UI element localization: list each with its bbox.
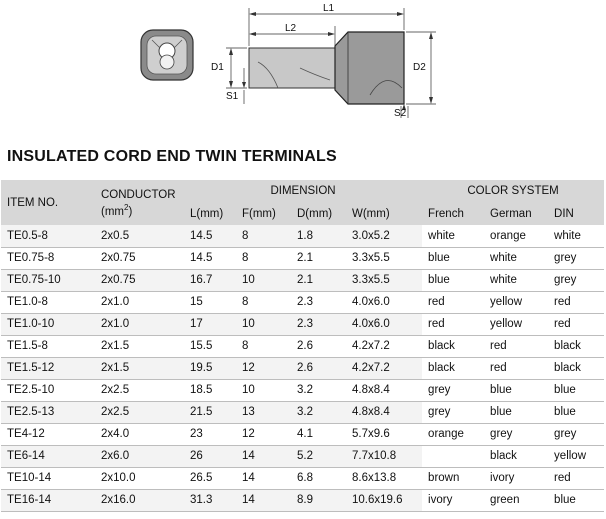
cell-french: grey <box>422 379 484 401</box>
cell-german: green <box>484 489 548 511</box>
cell-french: blue <box>422 269 484 291</box>
cell-french: black <box>422 335 484 357</box>
cell-l: 31.3 <box>184 489 236 511</box>
cell-l: 26 <box>184 445 236 467</box>
cell-d: 2.1 <box>291 269 346 291</box>
cell-item: TE0.75-10 <box>1 269 95 291</box>
table-row <box>1 357 604 379</box>
label-s1: S1 <box>226 91 239 102</box>
cell-german: blue <box>484 379 548 401</box>
cell-item: TE2.5-13 <box>1 401 95 423</box>
cell-french <box>422 445 484 467</box>
cell-german: red <box>484 357 548 379</box>
cell-d: 5.2 <box>291 445 346 467</box>
cell-conductor: 2x2.5 <box>95 379 184 401</box>
cell-l: 26.5 <box>184 467 236 489</box>
cell-f: 13 <box>236 401 291 423</box>
cell-din: grey <box>548 247 604 269</box>
cell-item: TE1.5-8 <box>1 335 95 357</box>
cell-d: 2.3 <box>291 291 346 313</box>
table-row <box>1 313 604 335</box>
cell-conductor: 2x1.5 <box>95 335 184 357</box>
cell-item: TE10-14 <box>1 467 95 489</box>
cell-french: white <box>422 225 484 247</box>
cell-l: 16.7 <box>184 269 236 291</box>
cell-f: 12 <box>236 423 291 445</box>
cell-din: yellow <box>548 445 604 467</box>
cell-w: 7.7x10.8 <box>346 445 422 467</box>
cell-f: 14 <box>236 489 291 511</box>
cell-german: white <box>484 269 548 291</box>
cell-german: ivory <box>484 467 548 489</box>
cell-l: 15 <box>184 291 236 313</box>
cell-conductor: 2x1.0 <box>95 313 184 335</box>
table-row <box>1 247 604 269</box>
cell-l: 15.5 <box>184 335 236 357</box>
cell-w: 4.8x8.4 <box>346 401 422 423</box>
label-d2: D2 <box>413 62 426 73</box>
cell-l: 14.5 <box>184 247 236 269</box>
cell-french: orange <box>422 423 484 445</box>
table-row <box>1 445 604 467</box>
cell-d: 3.2 <box>291 401 346 423</box>
cell-conductor: 2x16.0 <box>95 489 184 511</box>
cell-french: black <box>422 357 484 379</box>
cell-item: TE1.0-8 <box>1 291 95 313</box>
cell-d: 2.1 <box>291 247 346 269</box>
cell-item: TE4-12 <box>1 423 95 445</box>
cell-l: 17 <box>184 313 236 335</box>
cell-french: grey <box>422 401 484 423</box>
cell-d: 6.8 <box>291 467 346 489</box>
cell-l: 18.5 <box>184 379 236 401</box>
header-din: DIN <box>548 202 604 225</box>
cell-l: 23 <box>184 423 236 445</box>
cell-german: black <box>484 445 548 467</box>
cell-conductor: 2x4.0 <box>95 423 184 445</box>
header-conductor: CONDUCTOR <box>95 180 184 202</box>
label-d1: D1 <box>211 62 224 73</box>
cell-din: black <box>548 335 604 357</box>
cell-w: 3.0x5.2 <box>346 225 422 247</box>
header-d: D(mm) <box>291 202 346 225</box>
cell-l: 14.5 <box>184 225 236 247</box>
cell-item: TE1.0-10 <box>1 313 95 335</box>
cell-french: ivory <box>422 489 484 511</box>
label-l1: L1 <box>323 3 335 14</box>
cell-f: 14 <box>236 445 291 467</box>
cell-w: 8.6x13.8 <box>346 467 422 489</box>
cell-item: TE1.5-12 <box>1 357 95 379</box>
table-row <box>1 225 604 247</box>
cell-french: brown <box>422 467 484 489</box>
header-w: W(mm) <box>346 202 422 225</box>
cell-french: red <box>422 291 484 313</box>
cell-d: 3.2 <box>291 379 346 401</box>
page-title: INSULATED CORD END TWIN TERMINALS <box>7 148 337 165</box>
cell-w: 10.6x19.6 <box>346 489 422 511</box>
cell-item: TE2.5-10 <box>1 379 95 401</box>
cell-f: 12 <box>236 357 291 379</box>
header-german: German <box>484 202 548 225</box>
cell-d: 4.1 <box>291 423 346 445</box>
cell-d: 2.3 <box>291 313 346 335</box>
cell-w: 4.8x8.4 <box>346 379 422 401</box>
header-item-no: ITEM NO. <box>1 180 95 225</box>
cell-german: yellow <box>484 313 548 335</box>
cell-item: TE0.5-8 <box>1 225 95 247</box>
cell-f: 8 <box>236 225 291 247</box>
cell-conductor: 2x6.0 <box>95 445 184 467</box>
header-french: French <box>422 202 484 225</box>
cell-din: grey <box>548 269 604 291</box>
cell-f: 10 <box>236 269 291 291</box>
cell-d: 2.6 <box>291 357 346 379</box>
table-row <box>1 423 604 445</box>
cell-w: 4.2x7.2 <box>346 357 422 379</box>
cell-conductor: 2x1.5 <box>95 357 184 379</box>
cell-german: grey <box>484 423 548 445</box>
spec-table <box>1 180 604 512</box>
cell-din: white <box>548 225 604 247</box>
cell-din: red <box>548 313 604 335</box>
table-row <box>1 467 604 489</box>
cell-din: red <box>548 291 604 313</box>
cell-conductor: 2x10.0 <box>95 467 184 489</box>
cell-f: 8 <box>236 291 291 313</box>
terminal-drawing <box>0 0 606 135</box>
label-s2: S2 <box>394 108 407 119</box>
cell-f: 14 <box>236 467 291 489</box>
cell-f: 8 <box>236 247 291 269</box>
cell-w: 3.3x5.5 <box>346 269 422 291</box>
cell-conductor: 2x0.5 <box>95 225 184 247</box>
cell-din: grey <box>548 423 604 445</box>
cell-german: red <box>484 335 548 357</box>
cell-conductor: 2x2.5 <box>95 401 184 423</box>
cell-w: 4.0x6.0 <box>346 313 422 335</box>
cell-w: 3.3x5.5 <box>346 247 422 269</box>
cell-item: TE16-14 <box>1 489 95 511</box>
cell-german: white <box>484 247 548 269</box>
cell-german: orange <box>484 225 548 247</box>
cell-din: black <box>548 357 604 379</box>
cell-w: 4.0x6.0 <box>346 291 422 313</box>
table-row <box>1 401 604 423</box>
cell-french: red <box>422 313 484 335</box>
cell-conductor: 2x1.0 <box>95 291 184 313</box>
cell-d: 8.9 <box>291 489 346 511</box>
cell-w: 5.7x9.6 <box>346 423 422 445</box>
table-row <box>1 269 604 291</box>
cell-f: 10 <box>236 379 291 401</box>
cell-din: blue <box>548 401 604 423</box>
cell-din: blue <box>548 489 604 511</box>
cell-w: 4.2x7.2 <box>346 335 422 357</box>
cell-f: 10 <box>236 313 291 335</box>
cell-conductor: 2x0.75 <box>95 247 184 269</box>
cell-l: 19.5 <box>184 357 236 379</box>
header-f: F(mm) <box>236 202 291 225</box>
table-row <box>1 489 604 511</box>
cell-german: blue <box>484 401 548 423</box>
header-conductor-unit: $(mm^2)$ <box>95 202 184 225</box>
side-view-icon <box>226 8 436 118</box>
cell-d: 1.8 <box>291 225 346 247</box>
cell-din: red <box>548 467 604 489</box>
end-view-icon <box>141 30 193 80</box>
label-l2: L2 <box>285 23 297 34</box>
table-row <box>1 291 604 313</box>
header-color-system: COLOR SYSTEM <box>422 180 604 202</box>
cell-d: 2.6 <box>291 335 346 357</box>
header-l: L(mm) <box>184 202 236 225</box>
cell-din: blue <box>548 379 604 401</box>
cell-f: 8 <box>236 335 291 357</box>
cell-l: 21.5 <box>184 401 236 423</box>
header-dimension: DIMENSION <box>184 180 422 202</box>
cell-item: TE6-14 <box>1 445 95 467</box>
table-row <box>1 379 604 401</box>
cell-french: blue <box>422 247 484 269</box>
cell-conductor: 2x0.75 <box>95 269 184 291</box>
table-row <box>1 335 604 357</box>
cell-german: yellow <box>484 291 548 313</box>
cell-item: TE0.75-8 <box>1 247 95 269</box>
